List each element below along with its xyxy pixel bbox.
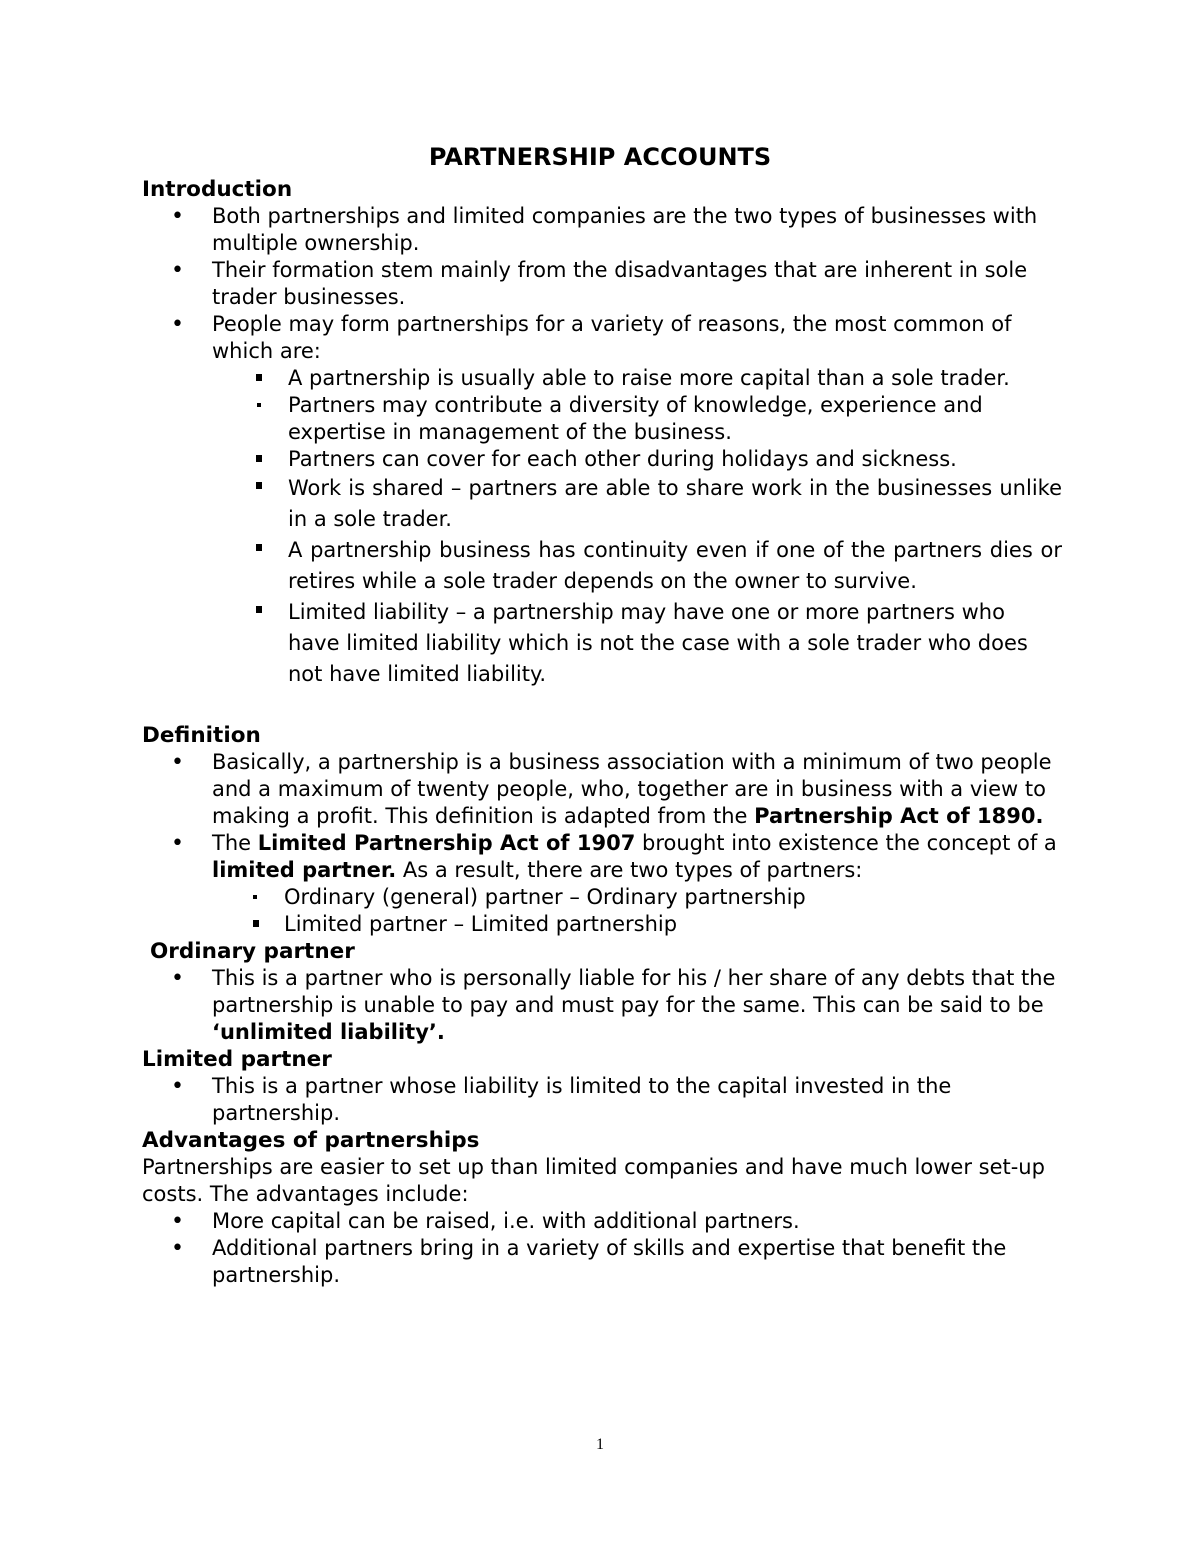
definition-text: Basically, a partnership is a business association with a minimum of two people and a maximum of twenty people, who, together are in business with a view to making a profit. This definition is adapted from the [212, 750, 1052, 828]
spacer [142, 690, 1062, 722]
list-item: • Their formation stem mainly from the disadvantages that are inherent in sole trader businesses. [142, 257, 1062, 311]
list-item: Limited liability – a partnership may have one or more partners who have limited liability which is not the case with a sole trader who does not have limited liability. [142, 597, 1062, 690]
text-fragment: As a result, there are two types of partners: [396, 858, 863, 882]
list-item: • Additional partners bring in a variety of skills and expertise that benefit the partnership. [142, 1235, 1062, 1289]
text-fragment: This is a partner who is personally liable for his / her share of any debts that the partnership is unable to pay and must pay for the same. This can be said to be [212, 966, 1056, 1017]
ordinary-bullet-list [142, 965, 1062, 1046]
definition-bullet-list [142, 749, 1062, 884]
list-item: Ordinary (general) partner – Ordinary partnership [142, 884, 1062, 911]
limited-partner-term: limited partner. [212, 858, 397, 882]
list-item: • People may form partnerships for a variety of reasons, the most common of which are: [142, 311, 1062, 365]
list-item: Limited partner – Limited partnership [142, 911, 1062, 938]
act-1890: Partnership Act of 1890. [754, 804, 1044, 828]
text-fragment: The [212, 831, 258, 855]
document-body [142, 138, 1062, 1289]
reasons-list [142, 365, 1062, 690]
heading-limited-partner: Limited partner [142, 1047, 332, 1072]
page-title: PARTNERSHIP ACCOUNTS [428, 143, 772, 171]
advantages-intro: Partnerships are easier to set up than limited companies and have much lower set-up costs. The advantages include: [142, 1155, 1045, 1206]
list-item: Partners may contribute a diversity of knowledge, experience and expertise in management of the business. [142, 392, 1062, 446]
act-1907: Limited Partnership Act of 1907 [257, 831, 636, 855]
list-item: Partners can cover for each other during holidays and sickness. [142, 446, 1062, 473]
limited-bullet-list [142, 1073, 1062, 1127]
list-item: Work is shared – partners are able to share work in the businesses unlike in a sole trader. [142, 473, 1062, 535]
advantages-bullet-list [142, 1208, 1062, 1289]
page-number: 1 [596, 1436, 604, 1453]
list-item: • This is a partner whose liability is limited to the capital invested in the partnership. [142, 1073, 1062, 1127]
intro-bullet-list [142, 203, 1062, 365]
text-fragment: brought into existence the concept of a [635, 831, 1057, 855]
heading-introduction: Introduction [142, 177, 293, 202]
list-item: A partnership business has continuity even if one of the partners dies or retires while a sole trader depends on the owner to survive. [142, 535, 1062, 597]
list-item: • More capital can be raised, i.e. with additional partners. [142, 1208, 1062, 1235]
unlimited-liability-term: ‘unlimited liability’. [212, 1020, 445, 1044]
list-item: A partnership is usually able to raise more capital than a sole trader. [142, 365, 1062, 392]
heading-definition: Definition [142, 723, 261, 748]
heading-advantages: Advantages of partnerships [142, 1128, 480, 1153]
partner-types-list [142, 884, 1062, 938]
heading-ordinary-partner: Ordinary partner [150, 939, 355, 964]
list-item [142, 965, 1062, 1046]
list-item [142, 830, 1062, 884]
list-item [142, 749, 1062, 830]
list-item: • Both partnerships and limited companies are the two types of businesses with multiple ownership. [142, 203, 1062, 257]
